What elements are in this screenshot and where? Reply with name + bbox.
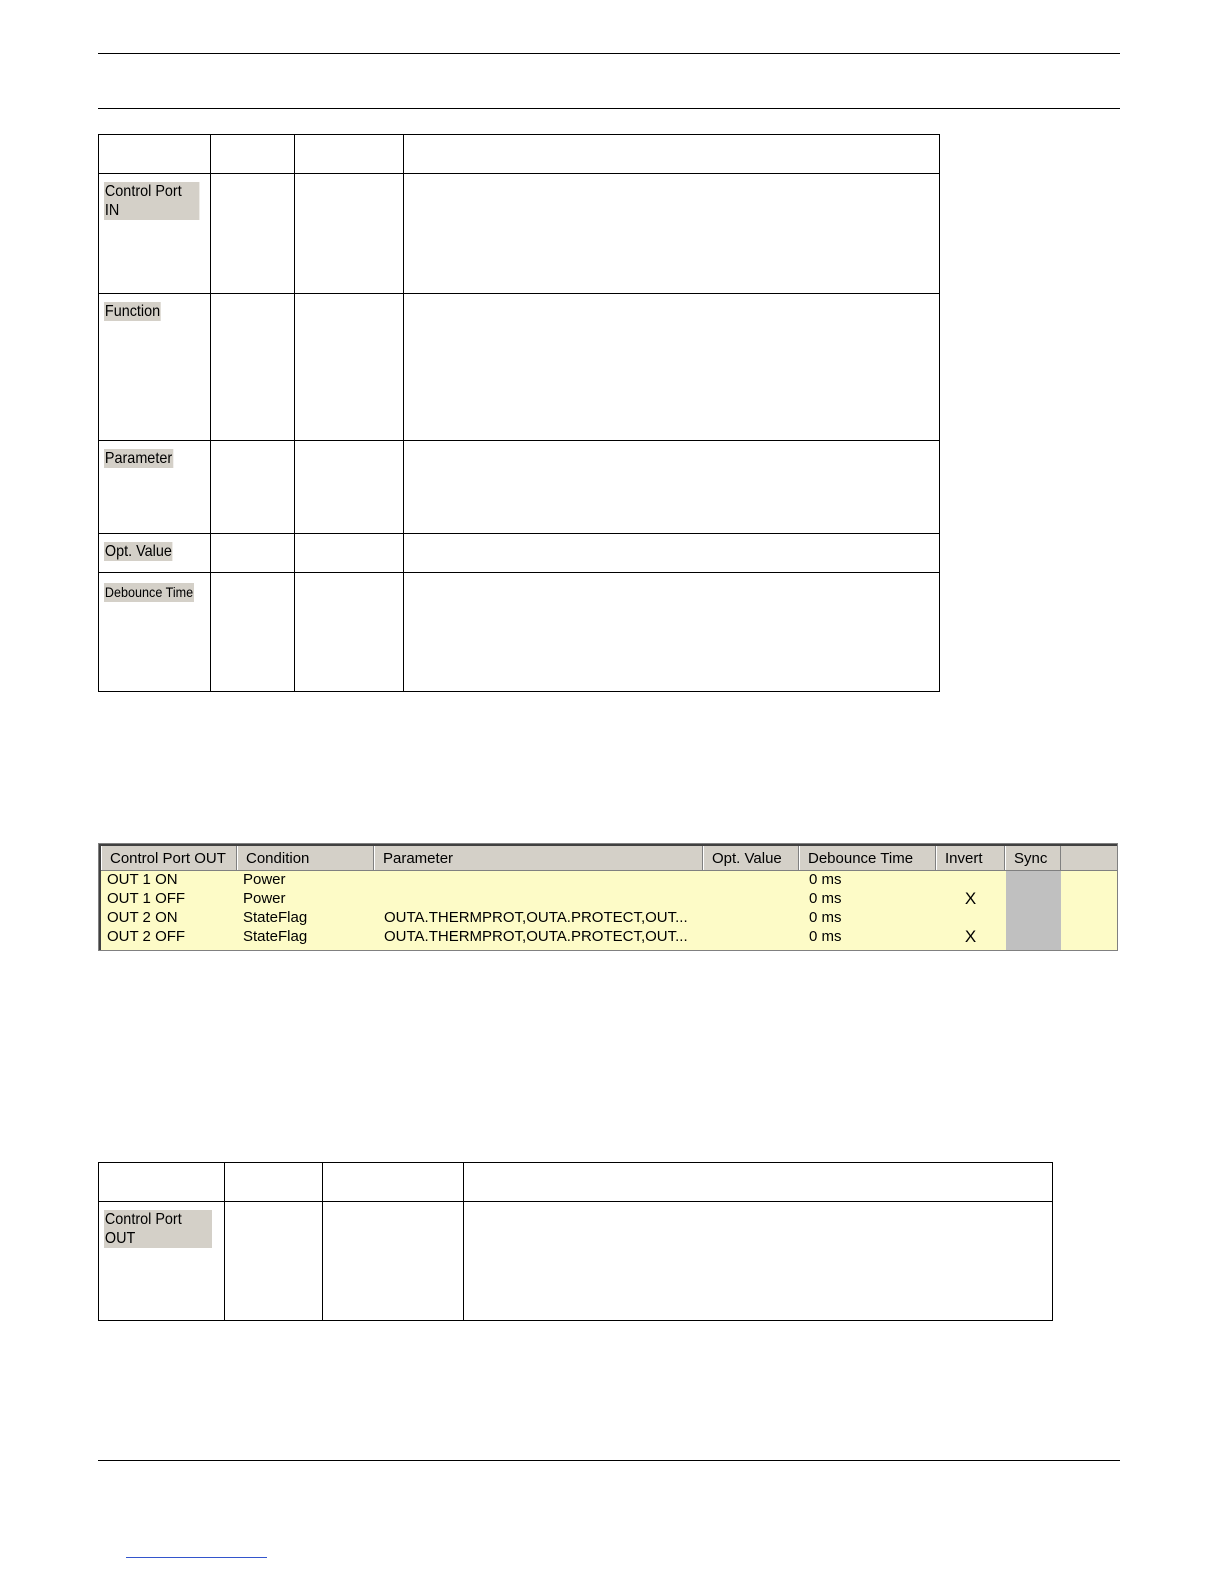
column-header-opt-value[interactable]: Opt. Value [703,846,799,870]
column-header-condition[interactable]: Condition [237,846,374,870]
column-header-debounce-time[interactable]: Debounce Time [799,846,936,870]
table-row [99,441,940,534]
cell-debounce[interactable]: 0 ms [809,890,842,907]
cell-parameter[interactable]: OUTA.THERMPROT,OUTA.PROTECT,OUT... [384,928,688,945]
cell-condition[interactable]: Power [243,871,286,888]
cell-condition[interactable]: StateFlag [243,928,308,945]
grid-header [101,846,1117,871]
footer-link-underline[interactable] [126,1557,267,1558]
cell-parameter[interactable] [374,889,703,908]
footer-rule [98,1460,1120,1461]
table-row [99,174,940,294]
table-row[interactable] [101,870,1117,889]
row-label: Opt. Value [104,543,172,560]
table-row[interactable] [101,889,1117,908]
cell-port[interactable]: OUT 1 ON [107,871,178,888]
table-header-row [99,1163,1053,1202]
row-label: Debounce Time [104,584,194,600]
cell-invert[interactable] [936,870,1005,889]
cell-invert[interactable]: X [964,889,977,908]
table-row [99,294,940,441]
column-header-control-port-out[interactable]: Control Port OUT [101,846,237,870]
row-label: Control Port IN [104,182,199,220]
cell-debounce[interactable]: 0 ms [809,928,842,945]
table-row[interactable] [101,908,1117,927]
cell-opt-value[interactable] [703,889,799,908]
control-port-out-grid[interactable] [98,843,1118,951]
cell-parameter[interactable] [374,870,703,889]
table-row [99,1202,1053,1321]
header-rule-bottom [98,108,1120,109]
row-label: Control Port OUT [104,1210,212,1248]
cell-condition[interactable]: StateFlag [243,909,308,926]
row-label: Function [104,303,161,320]
table-row [99,573,940,692]
cell-port[interactable]: OUT 2 ON [107,909,178,926]
cell-condition[interactable]: Power [243,890,286,907]
column-header-invert[interactable]: Invert [936,846,1005,870]
column-header-sync[interactable]: Sync [1005,846,1061,870]
table-row [99,534,940,573]
cell-port[interactable]: OUT 2 OFF [107,928,186,945]
row-label: Parameter [104,450,173,467]
control-port-out-table [98,1162,1053,1321]
column-header-parameter[interactable]: Parameter [374,846,703,870]
cell-opt-value[interactable] [703,870,799,889]
cell-invert[interactable]: X [964,927,977,946]
cell-parameter[interactable]: OUTA.THERMPROT,OUTA.PROTECT,OUT... [384,909,688,926]
cell-opt-value[interactable] [703,908,799,927]
cell-invert[interactable] [936,908,1005,927]
control-port-in-table [98,134,940,692]
table-row[interactable] [101,927,1117,946]
cell-debounce[interactable]: 0 ms [809,909,842,926]
cell-opt-value[interactable] [703,927,799,946]
cell-port[interactable]: OUT 1 OFF [107,890,186,907]
cell-debounce[interactable]: 0 ms [809,871,842,888]
header-rule-top [98,53,1120,54]
table-header-row [99,135,940,174]
